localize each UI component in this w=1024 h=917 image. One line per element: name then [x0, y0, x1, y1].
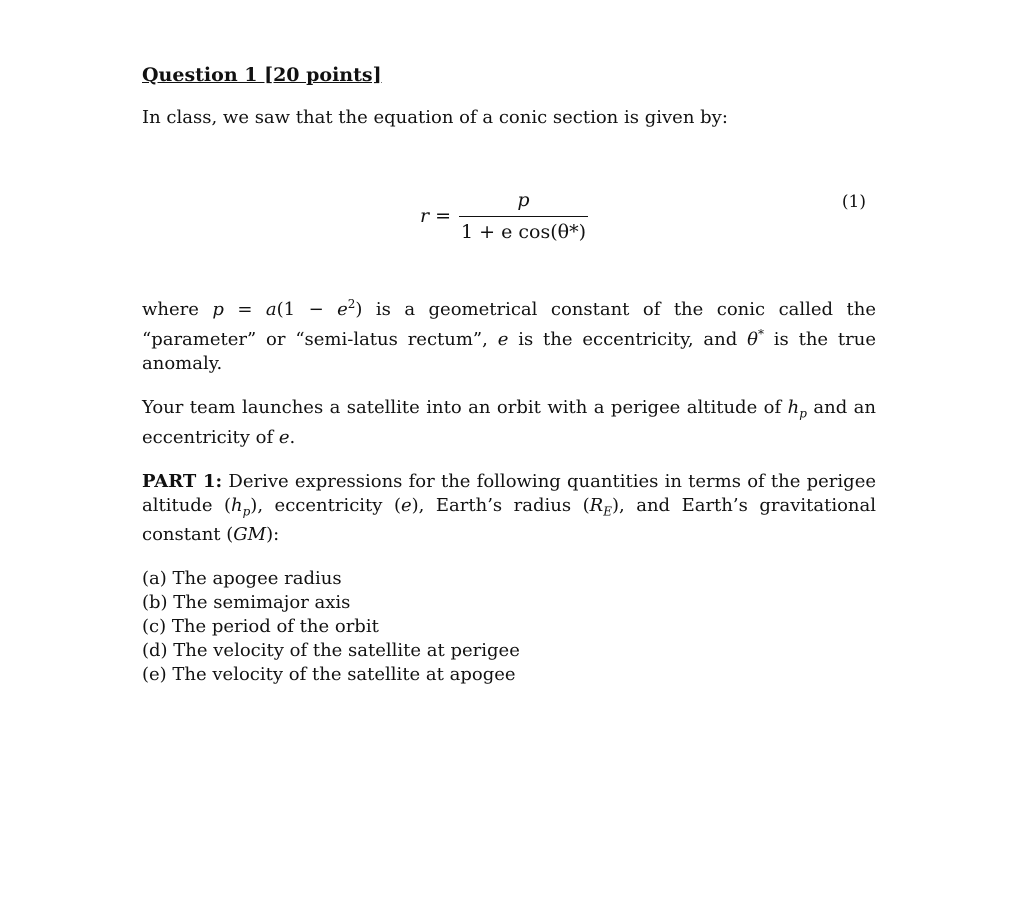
where-paragraph: where $p = a(1 - e^2)$ is a geometrical constant of the conic called the “parameter” or “semi-latus rectum”, e is the eccentricity, and θ* is the true anomaly.	[142, 297, 876, 374]
list-item: (e) The velocity of the satellite at apogee	[142, 664, 516, 686]
equation-fraction	[459, 188, 588, 244]
part1-label: PART 1:	[142, 470, 223, 492]
equation-block	[142, 186, 876, 258]
equation-equals: =	[435, 205, 452, 227]
subquestion-list	[142, 567, 876, 687]
question-heading: Question 1 [20 points]	[142, 64, 382, 86]
team-paragraph: Your team launches a satellite into an orbit with a perigee altitude of $h_p$ and an eccentricity of e.	[142, 397, 876, 448]
question-page	[142, 62, 876, 687]
list-item: (b) The semimajor axis	[142, 592, 351, 614]
part1-paragraph: PART 1: Derive expressions for the following quantities in terms of the perigee altitude $(h_p)$, eccentricity (e), Earth’s radius $(R_E)$, and Earth’s gravitational constant (GM):	[142, 470, 876, 546]
equation-lhs: r	[420, 205, 430, 227]
intro-text: In class, we saw that the equation of a conic section is given by:	[142, 107, 728, 128]
list-item: (c) The period of the orbit	[142, 616, 379, 638]
equation-denominator: 1 + e cos(θ*)	[459, 216, 588, 244]
list-item: (d) The velocity of the satellite at perigee	[142, 640, 520, 662]
equation-numerator: p	[517, 189, 530, 211]
conic-equation	[420, 186, 588, 246]
equation-number: (1)	[841, 192, 866, 212]
list-item: (a) The apogee radius	[142, 568, 342, 590]
